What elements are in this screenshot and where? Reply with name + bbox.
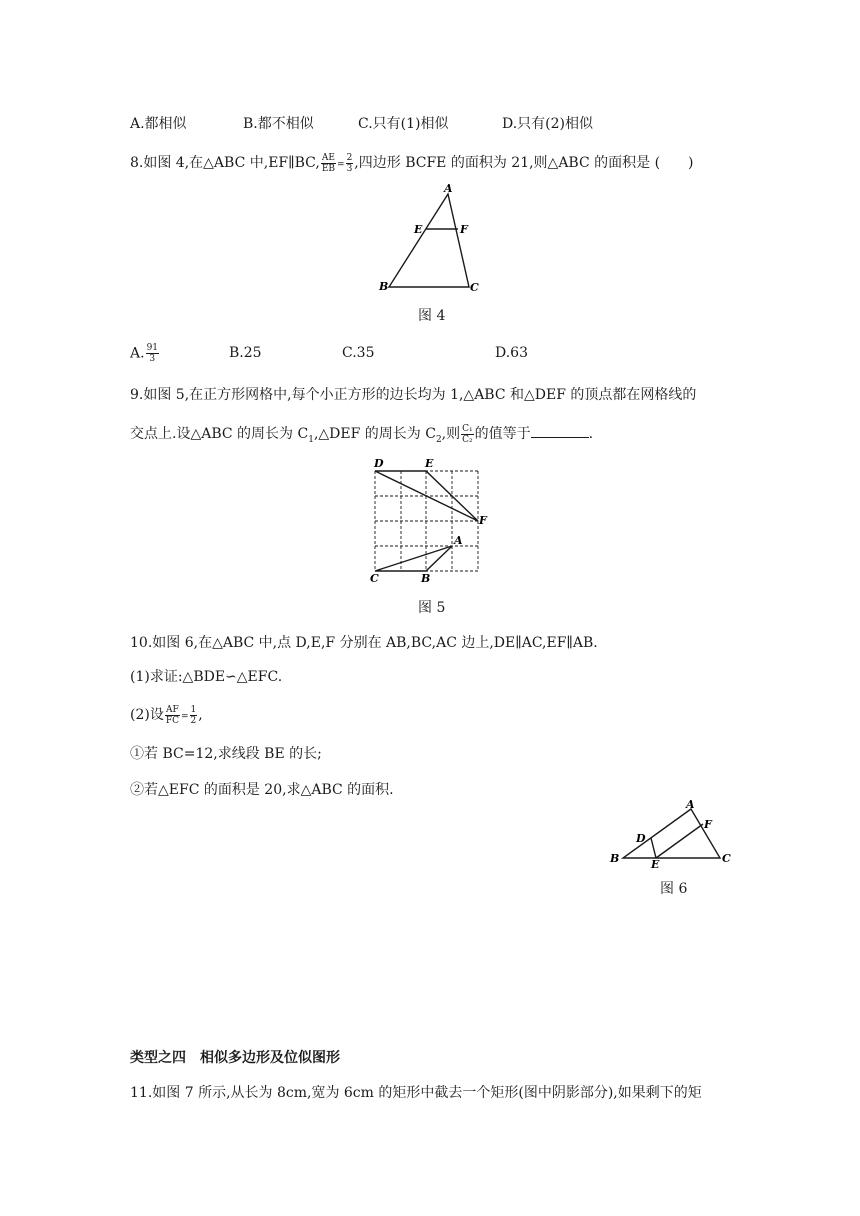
option-c: C.只有(1)相似 — [358, 116, 449, 132]
q8-frac-eq: = — [337, 160, 345, 170]
q9-line2-then: ,则 — [441, 426, 461, 442]
q8-option-a-prefix: A. — [130, 345, 145, 362]
option-d: D.只有(2)相似 — [502, 116, 594, 132]
label-b: B — [379, 280, 389, 293]
question-10-sub2: ②若△EFC 的面积是 20,求△ABC 的面积. — [130, 782, 394, 798]
label-a: A — [444, 182, 453, 195]
label-b: B — [421, 572, 431, 585]
question-9-line1: 9.如图 5,在正方形网格中,每个小正方形的边长均为 1,△ABC 和△DEF 的顶点都在网格线的 — [130, 387, 697, 403]
triangle-abc-grid — [375, 546, 452, 571]
q9-line2-mid: ,△DEF 的周长为 C — [313, 426, 436, 442]
figure-6 — [606, 796, 738, 868]
label-e: E — [425, 457, 434, 470]
q8-frac-rhs-num: 2 — [346, 152, 353, 163]
q9-sub-2: 2 — [435, 434, 442, 445]
question-10-part1: (1)求证:△BDE∽△EFC. — [130, 669, 283, 685]
q10-frac-eq: = — [180, 712, 189, 722]
q9-line2-suffix: 的值等于 — [474, 426, 531, 442]
label-e: E — [414, 223, 423, 236]
q8-frac-den: EB — [321, 163, 336, 174]
label-c: C — [470, 281, 479, 294]
label-f: F — [479, 514, 487, 527]
q9-fraction — [461, 424, 474, 445]
q9-frac-num: C₁ — [462, 423, 473, 434]
q8-prefix: 8.如图 4,在△ABC 中,EF∥BC, — [130, 155, 320, 171]
answer-blank[interactable] — [531, 425, 589, 438]
figure-5-grid — [364, 455, 496, 587]
question-9-line2 — [130, 423, 593, 445]
label-f: F — [704, 818, 712, 831]
q10-fraction — [165, 705, 180, 726]
q8-frac-num: AE — [321, 152, 335, 163]
section-heading: 类型之四 相似多边形及位似图形 — [130, 1050, 340, 1066]
label-d: D — [636, 832, 646, 845]
question-10-sub1: ①若 BC=12,求线段 BE 的长; — [130, 746, 322, 762]
q8-option-a-fraction — [146, 343, 159, 364]
label-b: B — [610, 852, 620, 865]
question-8-text — [130, 152, 694, 174]
figure-6-caption: 图 6 — [660, 881, 688, 897]
q9-line2-prefix: 交点上.设△ABC 的周长为 C — [130, 426, 309, 442]
question-10-part2 — [130, 704, 203, 726]
question-11-line1: 11.如图 7 所示,从长为 8cm,宽为 6cm 的矩形中截去一个矩形(图中阴影部分),如果剩下的矩 — [130, 1085, 702, 1101]
q8-option-a-den: 3 — [149, 354, 156, 364]
q8-fraction — [321, 153, 336, 174]
grid-lines — [375, 471, 478, 571]
label-a: A — [686, 798, 695, 811]
label-c: C — [722, 852, 731, 865]
q9-frac-den: C₂ — [462, 434, 473, 445]
q10-fraction-rhs — [190, 705, 198, 726]
q8-option-d: D.63 — [495, 345, 528, 361]
option-a: A.都相似 — [130, 116, 187, 132]
figure-5-caption: 图 5 — [418, 600, 446, 616]
q10-frac-rhs-num: 1 — [190, 704, 197, 715]
q10-part2-prefix: (2)设 — [130, 707, 164, 723]
q9-sub-1: 1 — [308, 434, 314, 445]
figure-4-caption: 图 4 — [418, 308, 446, 324]
q8-option-c: C.35 — [342, 345, 375, 361]
q8-frac-rhs-den: 3 — [346, 163, 353, 174]
q10-part2-suffix: , — [198, 707, 203, 723]
q8-option-a — [130, 343, 160, 364]
label-e: E — [651, 858, 660, 868]
q8-suffix: ,四边形 BCFE 的面积为 21,则△ABC 的面积是 ( ) — [354, 155, 694, 171]
label-d: D — [374, 457, 384, 470]
q9-line2-end: . — [588, 426, 594, 442]
option-b: B.都不相似 — [243, 116, 314, 132]
q10-frac-num: AF — [166, 704, 179, 715]
q10-frac-rhs-den: 2 — [190, 715, 197, 726]
q8-option-a-num: 91 — [146, 343, 159, 353]
label-f: F — [460, 223, 468, 236]
label-a: A — [454, 534, 463, 547]
q8-option-b: B.25 — [229, 345, 262, 361]
question-10-line1: 10.如图 6,在△ABC 中,点 D,E,F 分别在 AB,BC,AC 边上,DE∥AC,EF∥AB. — [130, 635, 598, 651]
label-c: C — [370, 572, 379, 585]
triangle-abc — [389, 194, 469, 287]
q8-fraction-rhs — [346, 153, 354, 174]
figure-4 — [372, 180, 492, 300]
segment-de — [651, 838, 656, 858]
q10-frac-den: FC — [165, 715, 179, 726]
